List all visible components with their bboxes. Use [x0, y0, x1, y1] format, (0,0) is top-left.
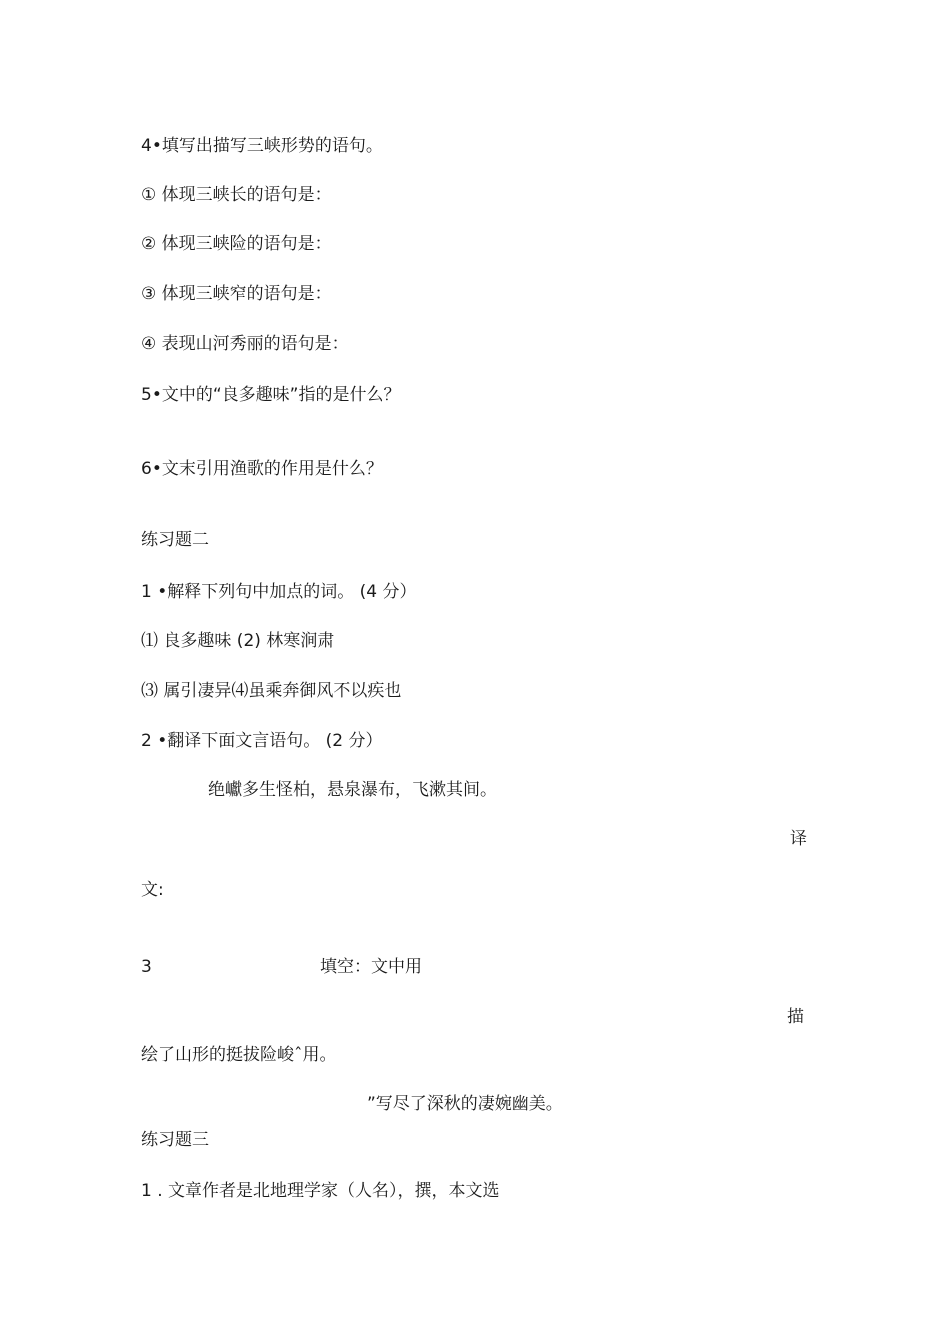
fill-text-a: 描 [787, 1007, 804, 1027]
translation-label-b: 文: [141, 880, 164, 900]
question-5: 5•文中的“良多趣味”指的是什么？ [141, 385, 401, 405]
sub-items-3-4: ⑶ 属引凄异⑷虽乘奔御风不以疾也 [141, 681, 402, 701]
classical-sentence: 绝巘多生怪柏，悬泉瀑布，飞漱其间。 [208, 780, 497, 800]
fill-text-b: 绘了山形的挺拔险峻ˆ用。 [141, 1045, 337, 1065]
translation-label-a: 译 [790, 829, 807, 849]
section-title-2: 练习题二 [141, 530, 209, 550]
question-2: 2 •翻译下面文言语句。 (2 分） [141, 731, 383, 751]
item-4: ④ 表现山河秀丽的语句是： [141, 334, 349, 354]
question-6: 6•文末引用渔歌的作用是什么？ [141, 459, 383, 479]
question-1-section-3: 1 . 文章作者是北地理学家（人名），撰，本文选 [141, 1181, 500, 1201]
item-1: ① 体现三峡长的语句是： [141, 185, 332, 205]
question-3-text: 填空：文中用 [320, 957, 422, 977]
sub-items-1-2: ⑴ 良多趣味 (2) 林寒涧肃 [141, 631, 335, 651]
question-3-number: 3 [141, 957, 152, 977]
item-3: ③ 体现三峡窄的语句是： [141, 284, 332, 304]
question-4: 4•填写出描写三峡形势的语句。 [141, 136, 383, 156]
section-title-3: 练习题三 [141, 1130, 209, 1150]
fill-text-c: ”写尽了深秋的凄婉幽美。 [367, 1094, 563, 1114]
item-2: ② 体现三峡险的语句是： [141, 234, 332, 254]
question-1: 1 •解释下列句中加点的词。 (4 分） [141, 582, 417, 602]
